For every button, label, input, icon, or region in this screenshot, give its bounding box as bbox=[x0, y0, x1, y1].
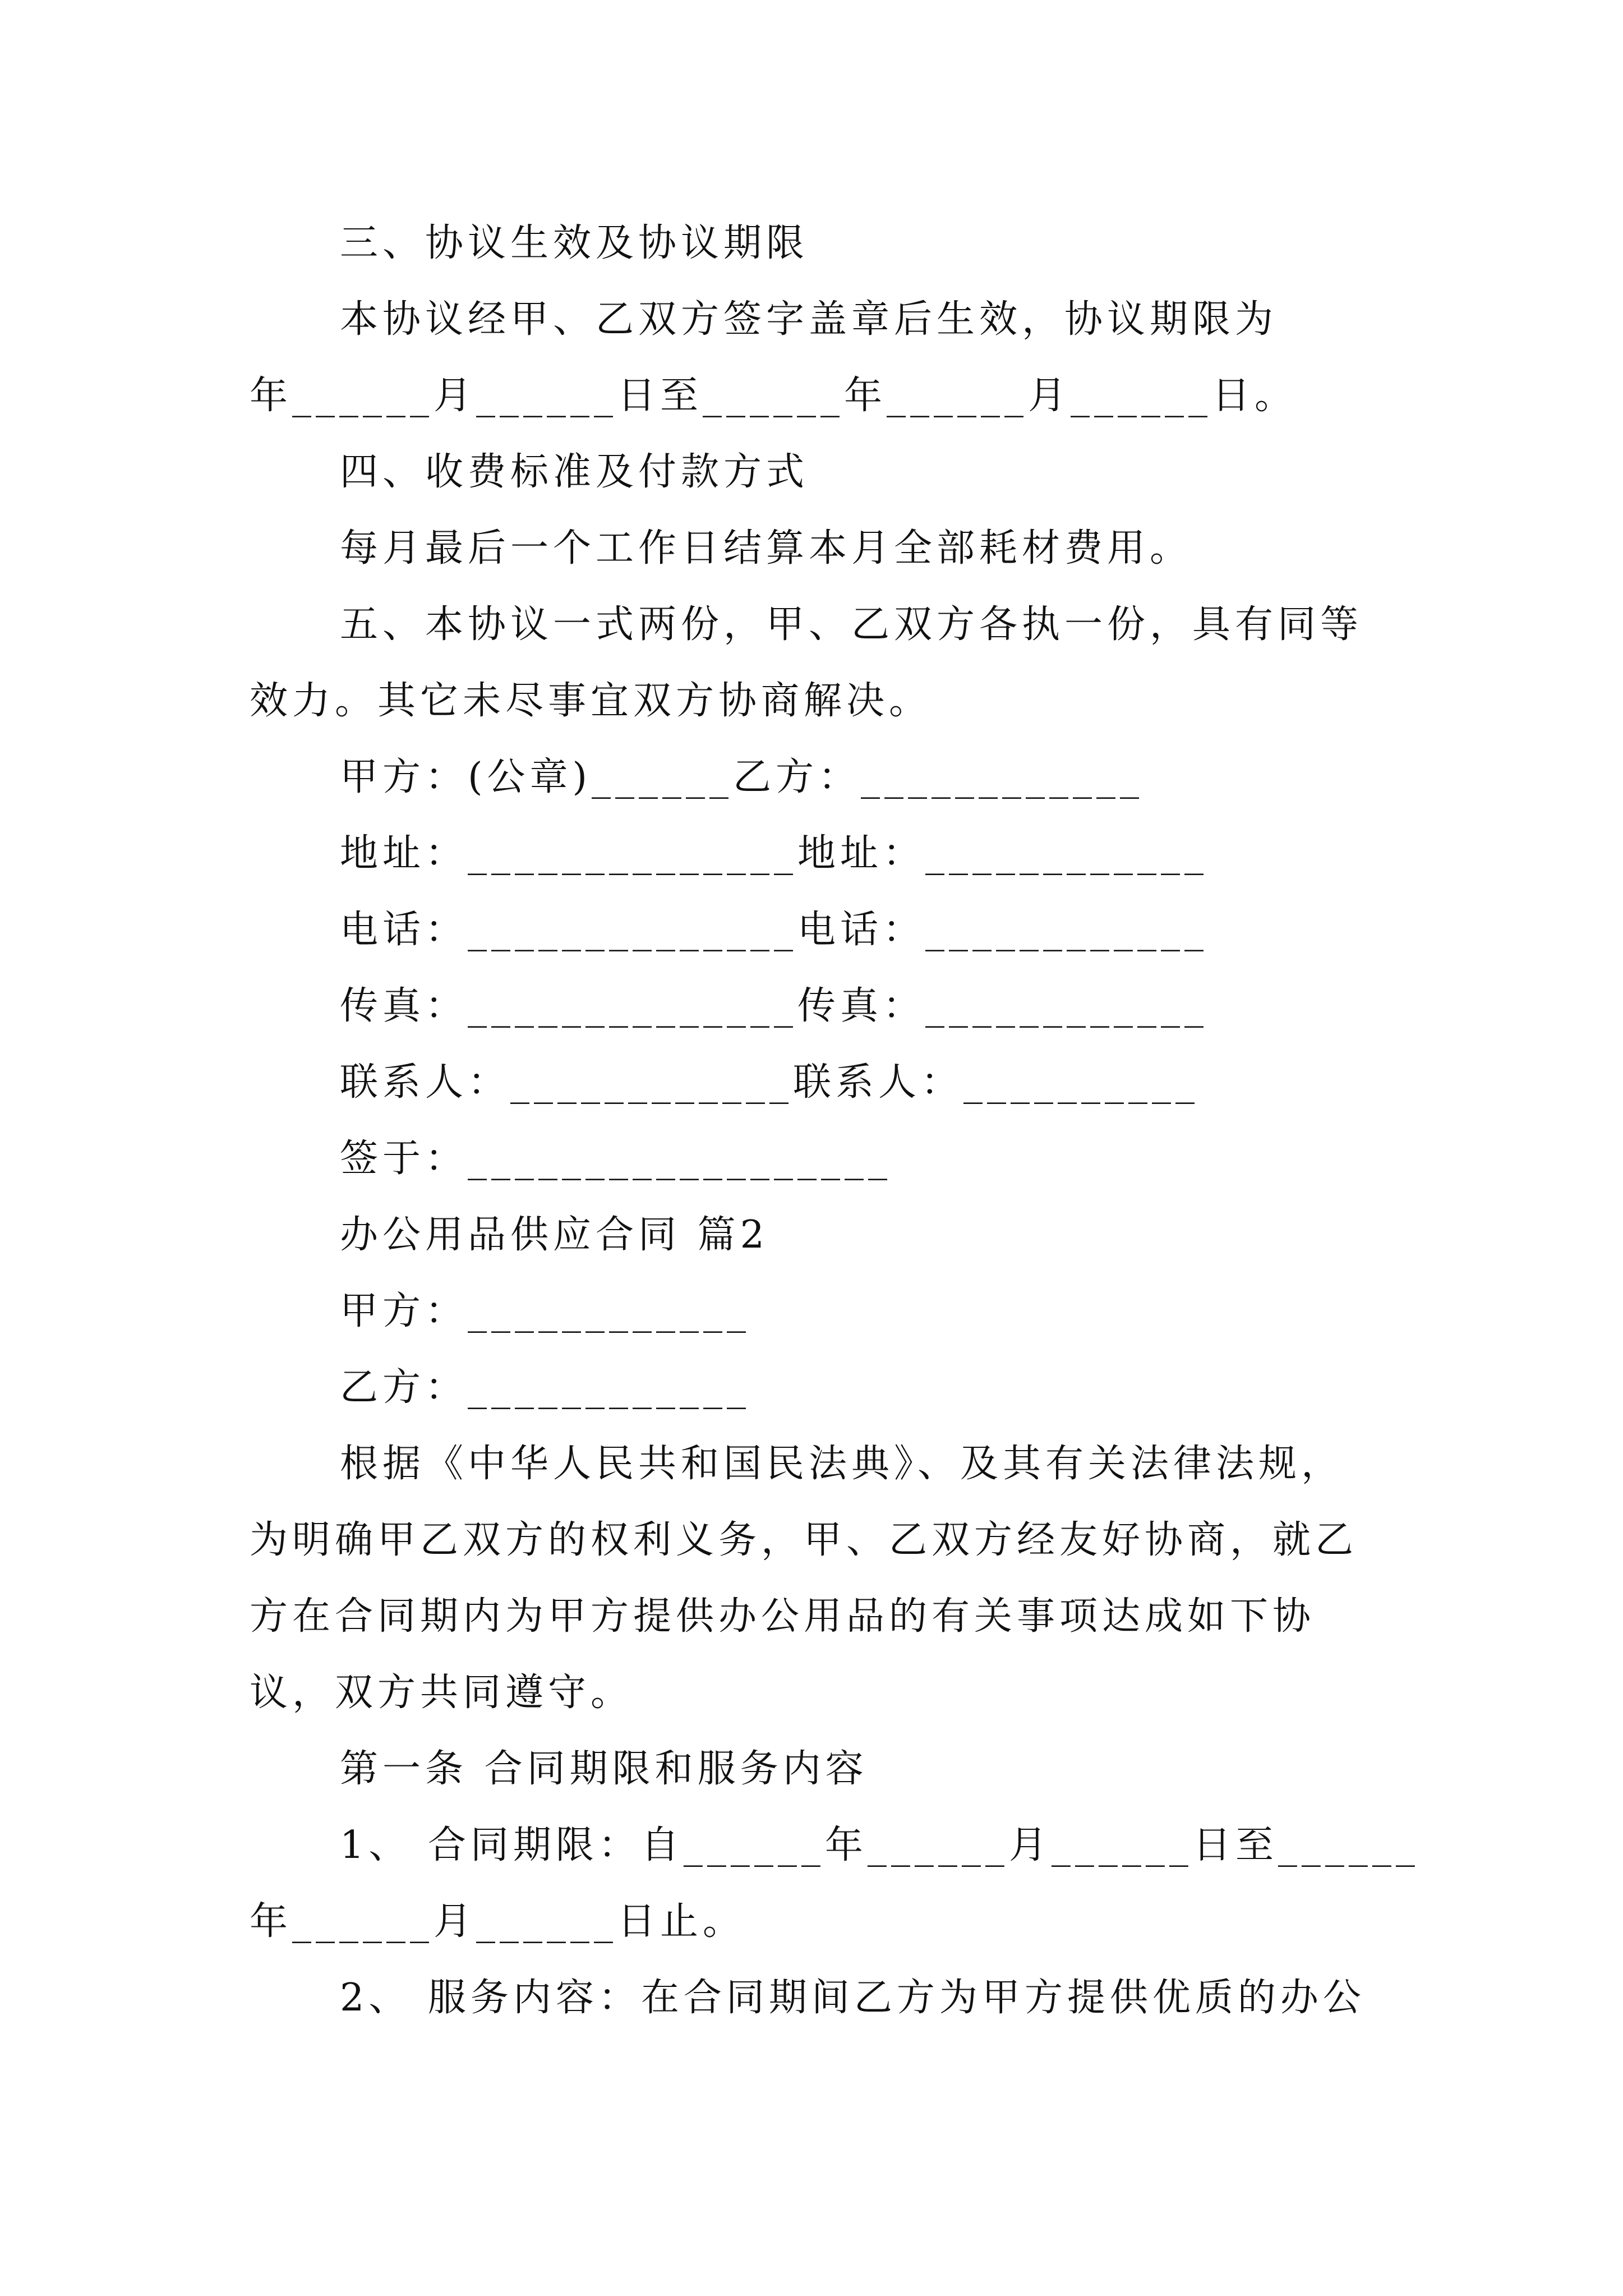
heading-section-3: 三、协议生效及协议期限 bbox=[340, 221, 809, 265]
party-b-line: 乙方：____________ bbox=[340, 1365, 751, 1410]
heading-section-4: 四、收费标准及付款方式 bbox=[340, 450, 809, 494]
fax-line: 传真：______________传真：____________ bbox=[340, 984, 1209, 1028]
paragraph-line: 每月最后一个工作日结算本月全部耗材费用。 bbox=[340, 526, 1193, 570]
paragraph-line: 效力。其它未尽事宜双方协商解决。 bbox=[250, 679, 932, 723]
signature-party-line: 甲方：(公章)______乙方：____________ bbox=[340, 755, 1144, 799]
paragraph-line: 1、 合同期限：自______年______月______日至______ bbox=[340, 1823, 1419, 1867]
paragraph-line: 为明确甲乙双方的权利义务，甲、乙双方经友好协商，就乙 bbox=[250, 1518, 1358, 1562]
paragraph-line: 本协议经甲、乙双方签字盖章后生效，协议期限为 bbox=[340, 297, 1278, 342]
phone-line: 电话：______________电话：____________ bbox=[340, 908, 1209, 952]
paragraph-line: 年______月______日至______年______月______日。 bbox=[250, 374, 1298, 418]
party-a-line: 甲方：____________ bbox=[340, 1289, 751, 1333]
paragraph-line: 根据《中华人民共和国民法典》、及其有关法律法规， bbox=[340, 1442, 1344, 1486]
paragraph-line: 议，双方共同遵守。 bbox=[250, 1671, 634, 1715]
paragraph-line: 方在合同期内为甲方提供办公用品的有关事项达成如下协 bbox=[250, 1594, 1316, 1639]
paragraph-line: 五、本协议一式两份，甲、乙双方各执一份，具有同等 bbox=[340, 602, 1363, 647]
paragraph-line: 年______月______日止。 bbox=[250, 1899, 746, 1944]
signed-at-line: 签于：__________________ bbox=[340, 1137, 892, 1181]
contract-title: 办公用品供应合同 篇2 bbox=[340, 1213, 769, 1257]
paragraph-line: 2、 服务内容：在合同期间乙方为甲方提供优质的办公 bbox=[340, 1976, 1366, 2020]
address-line: 地址：______________地址：____________ bbox=[340, 831, 1209, 876]
article-heading: 第一条 合同期限和服务内容 bbox=[340, 1747, 868, 1791]
contact-line: 联系人：____________联系人：__________ bbox=[340, 1060, 1200, 1105]
